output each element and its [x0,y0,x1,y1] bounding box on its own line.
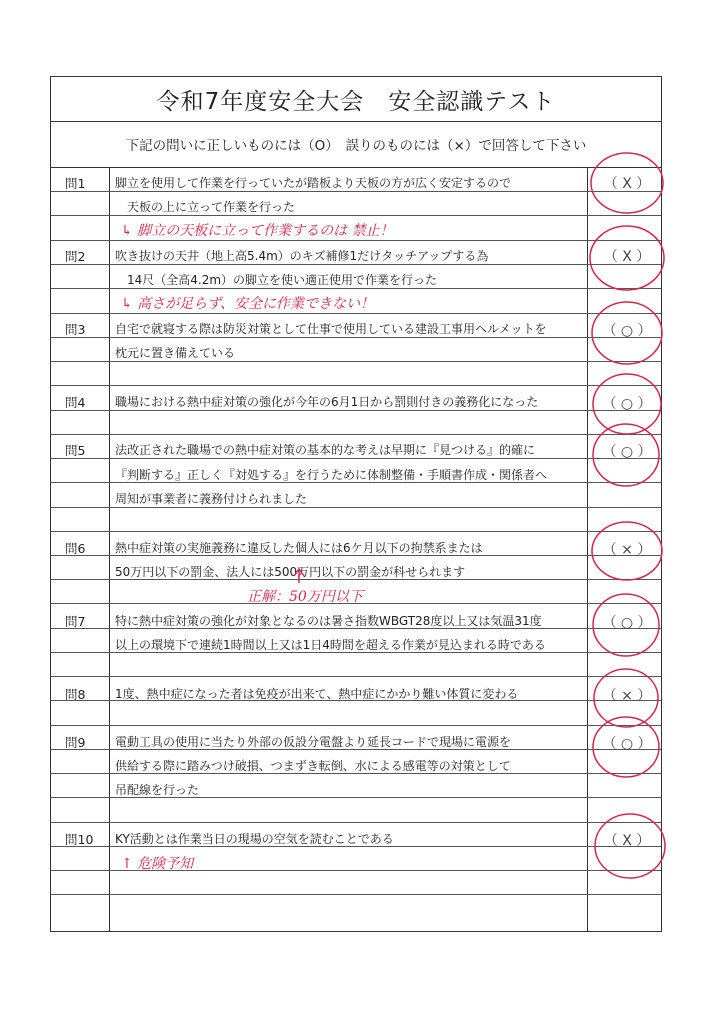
answer-7: （ ○ ） [602,615,652,631]
question-8-line-1: 1度、熱中症になった者は免疫が出来て、熱中症にかかり難い体質に変わる [115,687,519,701]
answer-2: （ X ） [603,249,651,265]
question-5-line-3: 周知が事業者に義務付けられました [115,492,308,506]
answer-8: （ × ） [602,688,652,704]
column-divider-answer [587,167,588,931]
question-9-line-2: 供給する際に踏みつけ破損、つまずき転倒、水による感電等の対策として [115,759,511,773]
question-1-line-2: 天板の上に立って作業を行った [115,200,296,214]
row-line [51,313,661,314]
question-7-line-1: 特に熱中症対策の強化が対象となるのは暑さ指数WBGT28度以上又は気温31度 [115,614,542,628]
row-line [51,361,661,362]
instructions: 下記の問いに正しいものには（O） 誤りのものには（×）で回答して下さい [51,121,661,168]
answer-5: （ ○ ） [602,444,652,460]
question-number-9: 問9 [65,735,86,750]
row-line [51,337,661,338]
answer-6: （ × ） [602,542,652,558]
correction-note-1: ↳ 脚立の天板に立って作業するのは 禁止！ [121,223,394,239]
question-number-3: 問3 [65,322,86,337]
question-number-7: 問7 [65,614,86,629]
answer-1: （ X ） [603,176,651,192]
row-line [51,264,661,265]
row-line [51,288,661,289]
question-7-line-2: 以上の環境下で連続1時間以上又は1日4時間を超える作業が見込まれる時である [115,638,546,652]
question-6-line-1: 熱中症対策の実施義務に違反した個人には6ケ月以下の拘禁系または [115,541,483,555]
row-line [51,240,661,241]
row-line [51,458,661,459]
question-9-line-3: 吊配線を行った [115,783,200,797]
correction-note-2: ↳ 高さが足らず、安全に作業できない！ [121,296,375,312]
question-5-line-1: 法改正された職場での熱中症対策の基本的な考えは早期に『見つける』的確に [115,443,536,457]
question-number-2: 問2 [65,249,86,264]
question-number-10: 問10 [65,832,94,847]
question-5-line-2: 『判断する』正しく『対処する』を行うために体制整備・手順書作成・関係者へ [115,468,548,482]
correction-note-10: ↑ 危険予知 [121,856,194,872]
row-line [51,531,661,532]
question-10-line-1: KY活動とは作業当日の現場の空気を読むことである [115,832,394,846]
question-2-line-2: 14尺（全高4.2m）の脚立を使い適正使用で作業を行った [115,273,438,287]
row-line [51,507,661,508]
row-line [51,725,661,726]
row-line [51,434,661,435]
row-line [51,215,661,216]
question-2-line-1: 吹き抜けの天井（地上高5.4m）のキズ補修1だけタッチアップする為 [115,249,489,263]
question-4-line-1: 職場における熱中症対策の強化が今年の6月1日から罰則付きの義務化になった [115,395,539,409]
test-sheet [50,76,662,932]
question-number-8: 問8 [65,687,86,702]
row-line [51,385,661,386]
row-line [51,191,661,192]
answer-4: （ ○ ） [602,396,652,412]
question-number-1: 問1 [65,176,86,191]
row-line [51,894,661,895]
row-line [51,676,661,677]
question-1-line-1: 脚立を使用して作業を行っていたが踏板より天板の方が広く安定するので [115,176,512,190]
answer-10: （ X ） [603,833,651,849]
question-3-line-1: 自宅で就寝する際は防災対策として仕事で使用している建設工事用ヘルメットを [115,322,547,336]
question-3-line-2: 枕元に置き備えている [115,346,236,360]
correction-note-6: 正解：50万円以下 [247,589,363,605]
page-title: 令和7年度安全大会 安全認識テスト [51,77,661,122]
question-number-6: 問6 [65,541,86,556]
row-line [51,410,661,411]
row-line [51,822,661,823]
question-number-5: 問5 [65,443,86,458]
answer-9: （ ○ ） [602,736,652,752]
answer-3: （ ○ ） [602,323,652,339]
question-9-line-1: 電動工具の使用に当たり外部の仮設分電盤より延長コードで現場に電源を [115,735,512,749]
question-6-line-2: 50万円以下の罰金、法人には500万円以下の罰金が科せられます [115,565,466,579]
question-number-4: 問4 [65,395,86,410]
